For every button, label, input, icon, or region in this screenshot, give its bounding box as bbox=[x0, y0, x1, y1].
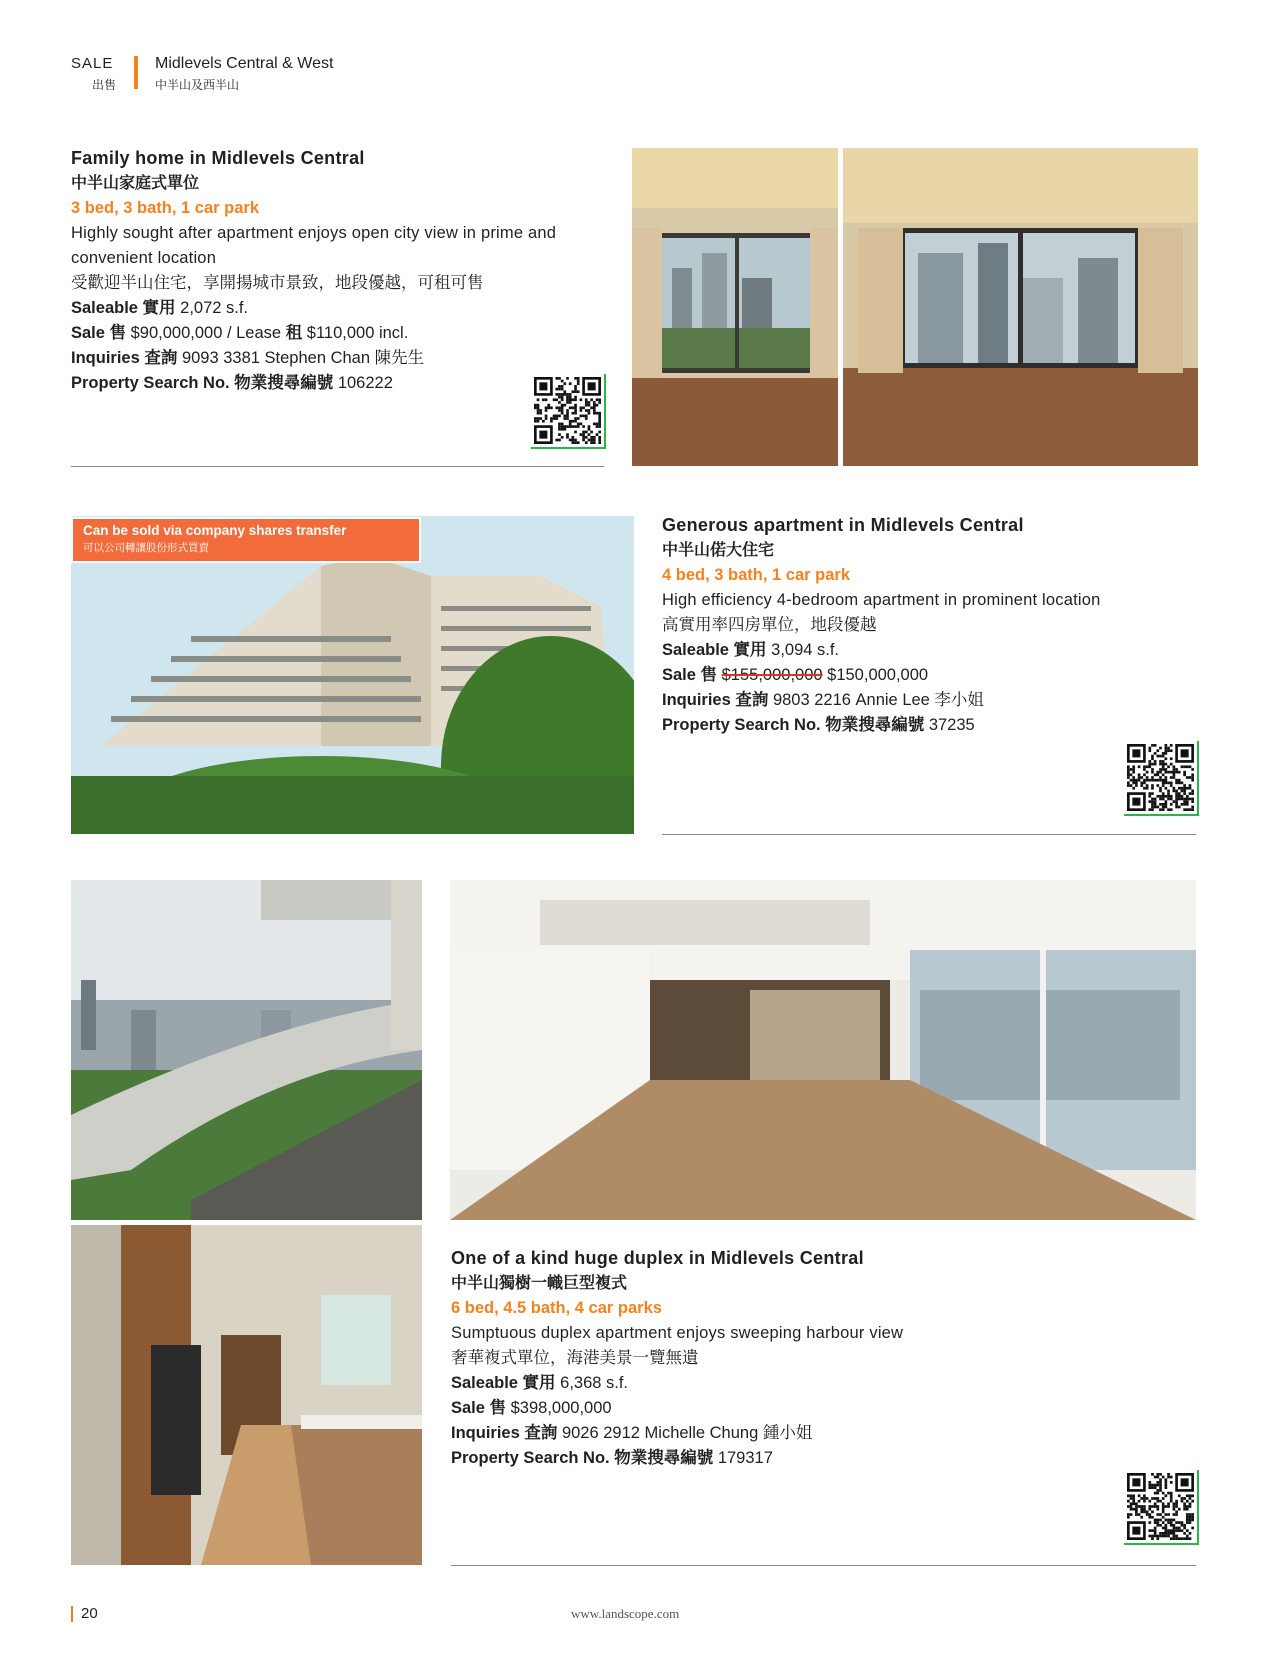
qr-code[interactable] bbox=[1124, 741, 1199, 816]
qr-code[interactable] bbox=[531, 374, 606, 449]
duplex-living-room-photo bbox=[450, 880, 1196, 1220]
share-transfer-banner bbox=[71, 517, 421, 563]
listing-title: Generous apartment in Midlevels Central bbox=[662, 515, 1024, 535]
listing-title-zh: 中半山偌大住宅 bbox=[662, 542, 775, 559]
listing-title-zh: 中半山家庭式單位 bbox=[71, 175, 200, 192]
listing-search-number: Property Search No. 物業搜尋編號 106222 bbox=[71, 374, 393, 392]
footer-divider bbox=[71, 1606, 73, 1622]
header-divider bbox=[134, 56, 138, 89]
listing-1 bbox=[71, 146, 591, 396]
listing-saleable: Saleable 實用 6,368 s.f. bbox=[451, 1374, 629, 1392]
listing-search-number: Property Search No. 物業搜尋編號 179317 bbox=[451, 1449, 773, 1467]
living-room-photo bbox=[632, 148, 838, 466]
section-label-zh: 出售 bbox=[92, 78, 117, 92]
listing-price: Sale 售 $90,000,000 / Lease 租 $110,000 incl. bbox=[71, 324, 409, 342]
website-link[interactable]: www.landscope.com bbox=[571, 1606, 680, 1621]
listing-description: High efficiency 4-bedroom apartment in prominent location bbox=[662, 591, 1101, 609]
listing-inquiries: Inquiries 查詢 9026 2912 Michelle Chung 鍾小姐 bbox=[451, 1424, 813, 1442]
page-number: 20 bbox=[81, 1605, 98, 1622]
listing-title: Family home in Midlevels Central bbox=[71, 148, 365, 168]
area-label-zh: 中半山及西半山 bbox=[155, 78, 240, 92]
listing-inquiries: Inquiries 查詢 9093 3381 Stephen Chan 陳先生 bbox=[71, 349, 425, 367]
divider bbox=[662, 834, 1196, 835]
listing-description: Sumptuous duplex apartment enjoys sweeping harbour view bbox=[451, 1324, 904, 1342]
listing-description-zh: 奢華複式單位，海港美景一覽無遺 bbox=[451, 1349, 699, 1367]
qr-code[interactable] bbox=[1124, 1470, 1199, 1545]
banner-text-zh: 可以公司轉讓股份形式買賣 bbox=[83, 542, 209, 554]
listing-spec: 4 bed, 3 bath, 1 car park bbox=[662, 566, 850, 584]
listing-description: Highly sought after apartment enjoys open city view in prime and convenient location bbox=[71, 224, 557, 267]
section-label: SALE bbox=[71, 55, 114, 72]
listing-3 bbox=[451, 1246, 1011, 1471]
living-room-photo bbox=[843, 148, 1198, 466]
old-price: $155,000,000 bbox=[721, 666, 823, 684]
listing-search-number: Property Search No. 物業搜尋編號 37235 bbox=[662, 716, 975, 734]
kitchen-photo bbox=[71, 1225, 422, 1565]
listing-spec: 6 bed, 4.5 bath, 4 car parks bbox=[451, 1299, 662, 1317]
listing-title-zh: 中半山獨樹一幟巨型複式 bbox=[451, 1275, 628, 1292]
listing-title: One of a kind huge duplex in Midlevels Central bbox=[451, 1248, 864, 1268]
listing-2 bbox=[662, 513, 1202, 738]
listing-spec: 3 bed, 3 bath, 1 car park bbox=[71, 199, 259, 217]
listing-price: Sale 售 $398,000,000 bbox=[451, 1399, 612, 1417]
divider bbox=[71, 466, 604, 467]
banner-text: Can be sold via company shares transfer bbox=[83, 523, 347, 538]
listing-inquiries: Inquiries 查詢 9803 2216 Annie Lee 李小姐 bbox=[662, 691, 984, 709]
listing-description-zh: 受歡迎半山住宅，享開揚城市景致，地段優越，可租可售 bbox=[71, 274, 484, 292]
balcony-photo bbox=[71, 880, 422, 1220]
listing-description-zh: 高實用率四房單位，地段優越 bbox=[662, 616, 877, 634]
listing-price: Sale 售 $155,000,000 $150,000,000 bbox=[662, 666, 929, 684]
divider bbox=[451, 1565, 1196, 1566]
listing-saleable: Saleable 實用 3,094 s.f. bbox=[662, 641, 840, 659]
area-label: Midlevels Central & West bbox=[155, 55, 334, 72]
listing-saleable: Saleable 實用 2,072 s.f. bbox=[71, 299, 249, 317]
building-exterior-photo bbox=[71, 516, 634, 834]
